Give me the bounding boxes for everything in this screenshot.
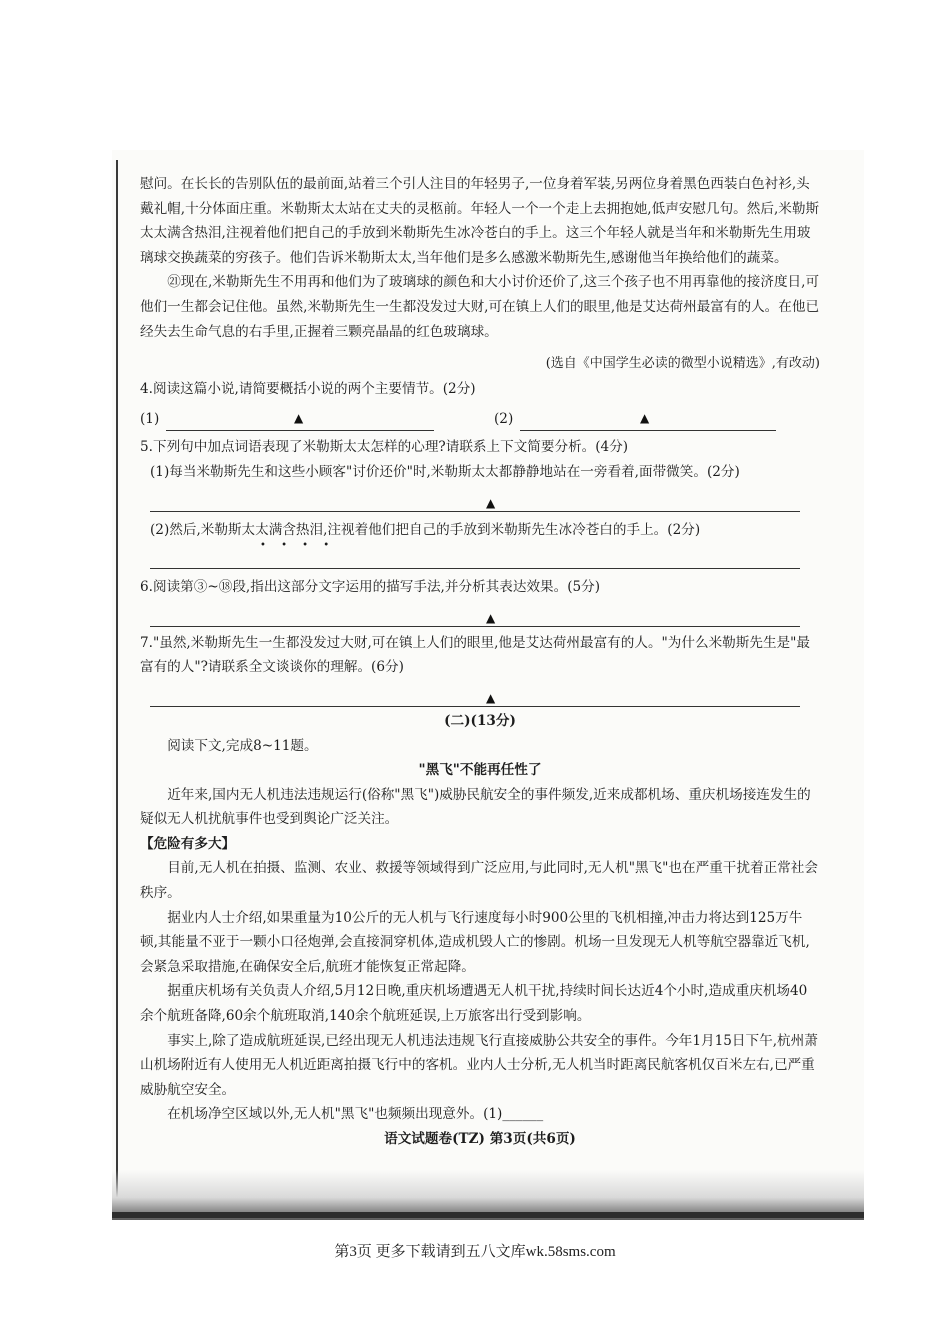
answer-line-2[interactable] (520, 410, 776, 431)
exam-page-footer: 语文试题卷(TZ) 第3页(共6页) (384, 1131, 576, 1147)
scan-edge (112, 1212, 864, 1218)
answer-line-7[interactable] (150, 680, 800, 707)
article-paragraph: 据业内人士介绍,如果重量为10公斤的无人机与飞行速度每小时900公里的飞机相撞,冲击力将达到125万牛顿,其能量不亚于一颗小口径炮弹,会直接洞穿机体,造成机毁人亡的惨剧。机场一旦发现无人机等航空器靠近飞机,会紧急采取措施,在确保安全后,航班才能恢复正常起降。 (140, 909, 810, 975)
section-instruction: 阅读下文,完成8~11题。 (167, 737, 318, 754)
answer-marker: ▲ (640, 411, 650, 426)
answer-line-6[interactable] (150, 600, 800, 627)
passage-paragraph: ㉑现在,米勒斯先生不用再和他们为了玻璃球的颜色和大小讨价还价了,这三个孩子也不用再靠他的接济度日,可他们一生都会记住他。虽然,米勒斯先生一生都没发过大财,可在镇上人们的眼里,他是艾达荷州最富有的人。在他已经失去生命气息的右手里,正握着三颗亮晶晶的红色玻璃球。 (140, 274, 820, 340)
question-5: 5.下列句中加点词语表现了米勒斯太太怎样的心理?请联系上下文简要分析。(4分) (140, 439, 629, 456)
page-margin-line (116, 160, 118, 1210)
exam-document (140, 172, 820, 1152)
question-4-answers (140, 401, 820, 431)
answer-marker: ▲ (486, 690, 496, 705)
source-note: (选自《中国学生必读的微型小说精选》,有改动) (545, 356, 820, 372)
article-paragraph: 据重庆机场有关负责人介绍,5月12日晚,重庆机场遭遇无人机干扰,持续时间长达近4个小时,造成重庆机场40余个航班备降,60余个航班取消,140余个航班延误,上万旅客出行受到影响。 (140, 983, 808, 1025)
question-5-part-1: (1)每当米勒斯先生和这些小顾客"讨价还价"时,米勒斯太太都静静地站在一旁看着,面带微笑。(2分) (150, 463, 740, 480)
article-paragraph: 在机场净空区域以外,无人机"黑飞"也频频出现意外。(1)______ (167, 1106, 544, 1123)
answer-line-1[interactable] (166, 410, 434, 431)
article-paragraph: 近年来,国内无人机违法违规运行(俗称"黑飞")威胁民航安全的事件频发,近来成都机场、重庆机场接连发生的疑似无人机扰航事件也受到舆论广泛关注。 (140, 786, 811, 828)
question-6: 6.阅读第③~⑱段,指出这部分文字运用的描写手法,并分析其表达效果。(5分) (140, 579, 601, 596)
article-paragraph: 事实上,除了造成航班延误,已经出现无人机违法违规飞行直接威胁公共安全的事件。今年1月15日下午,杭州萧山机场附近有人使用无人机近距离拍摄飞行中的客机。业内人士分析,无人机当时距离民航客机仅百米左右,已严重威胁航空安全。 (140, 1032, 818, 1098)
answer-marker: ▲ (294, 411, 304, 426)
question-4: 4.阅读这篇小说,请简要概括小说的两个主要情节。(2分) (140, 380, 476, 397)
answer-line-5-1[interactable] (150, 485, 800, 512)
article-title: "黑飞"不能再任性了 (418, 762, 542, 779)
question-7: 7."虽然,米勒斯先生一生都没发过大财,可在镇上人们的眼里,他是艾达荷州最富有的人。"为什么米勒斯先生是"最富有的人"?请联系全文谈谈你的理解。(6分) (140, 634, 810, 676)
question-5-part-2: (2)然后,米勒斯太太满含热泪,注视着他们把自己的手放到米勒斯先生冰冷苍白的手上。(2分) (150, 521, 701, 538)
answer-marker: ▲ (486, 495, 496, 510)
passage-paragraph: 慰问。在长长的告别队伍的最前面,站着三个引人注目的年轻男子,一位身着军装,另两位身着黑色西装白色衬衫,头戴礼帽,十分体面庄重。米勒斯太太站在丈夫的灵柩前。年轻人一个一个走上去拥抱她,低声安慰几句。然后,米勒斯太太满含热泪,注视着他们把自己的手放到米勒斯先生冰冷苍白的手上。这三个年轻人就是当年和米勒斯先生用玻璃球交换蔬菜的穷孩子。他们告诉米勒斯太太,当年他们是多么感激米勒斯先生,感谢他当年换给他们的蔬菜。 (140, 176, 820, 266)
section-heading: (二)(13分) (444, 712, 516, 729)
answer-label-2: (2) (494, 410, 514, 427)
download-banner[interactable]: 第3页 更多下载请到五八文库wk.58sms.com (334, 1244, 616, 1260)
answer-marker: ▲ (486, 610, 496, 625)
emphasis-dots: • • • • (260, 540, 336, 552)
answer-label-1: (1) (140, 410, 160, 427)
article-paragraph: 目前,无人机在拍摄、监测、农业、救援等领域得到广泛应用,与此同时,无人机"黑飞"也在严重干扰着正常社会秩序。 (140, 860, 818, 902)
article-subheading: 【危险有多大】 (140, 835, 236, 852)
answer-line-5-2[interactable] (150, 550, 800, 569)
